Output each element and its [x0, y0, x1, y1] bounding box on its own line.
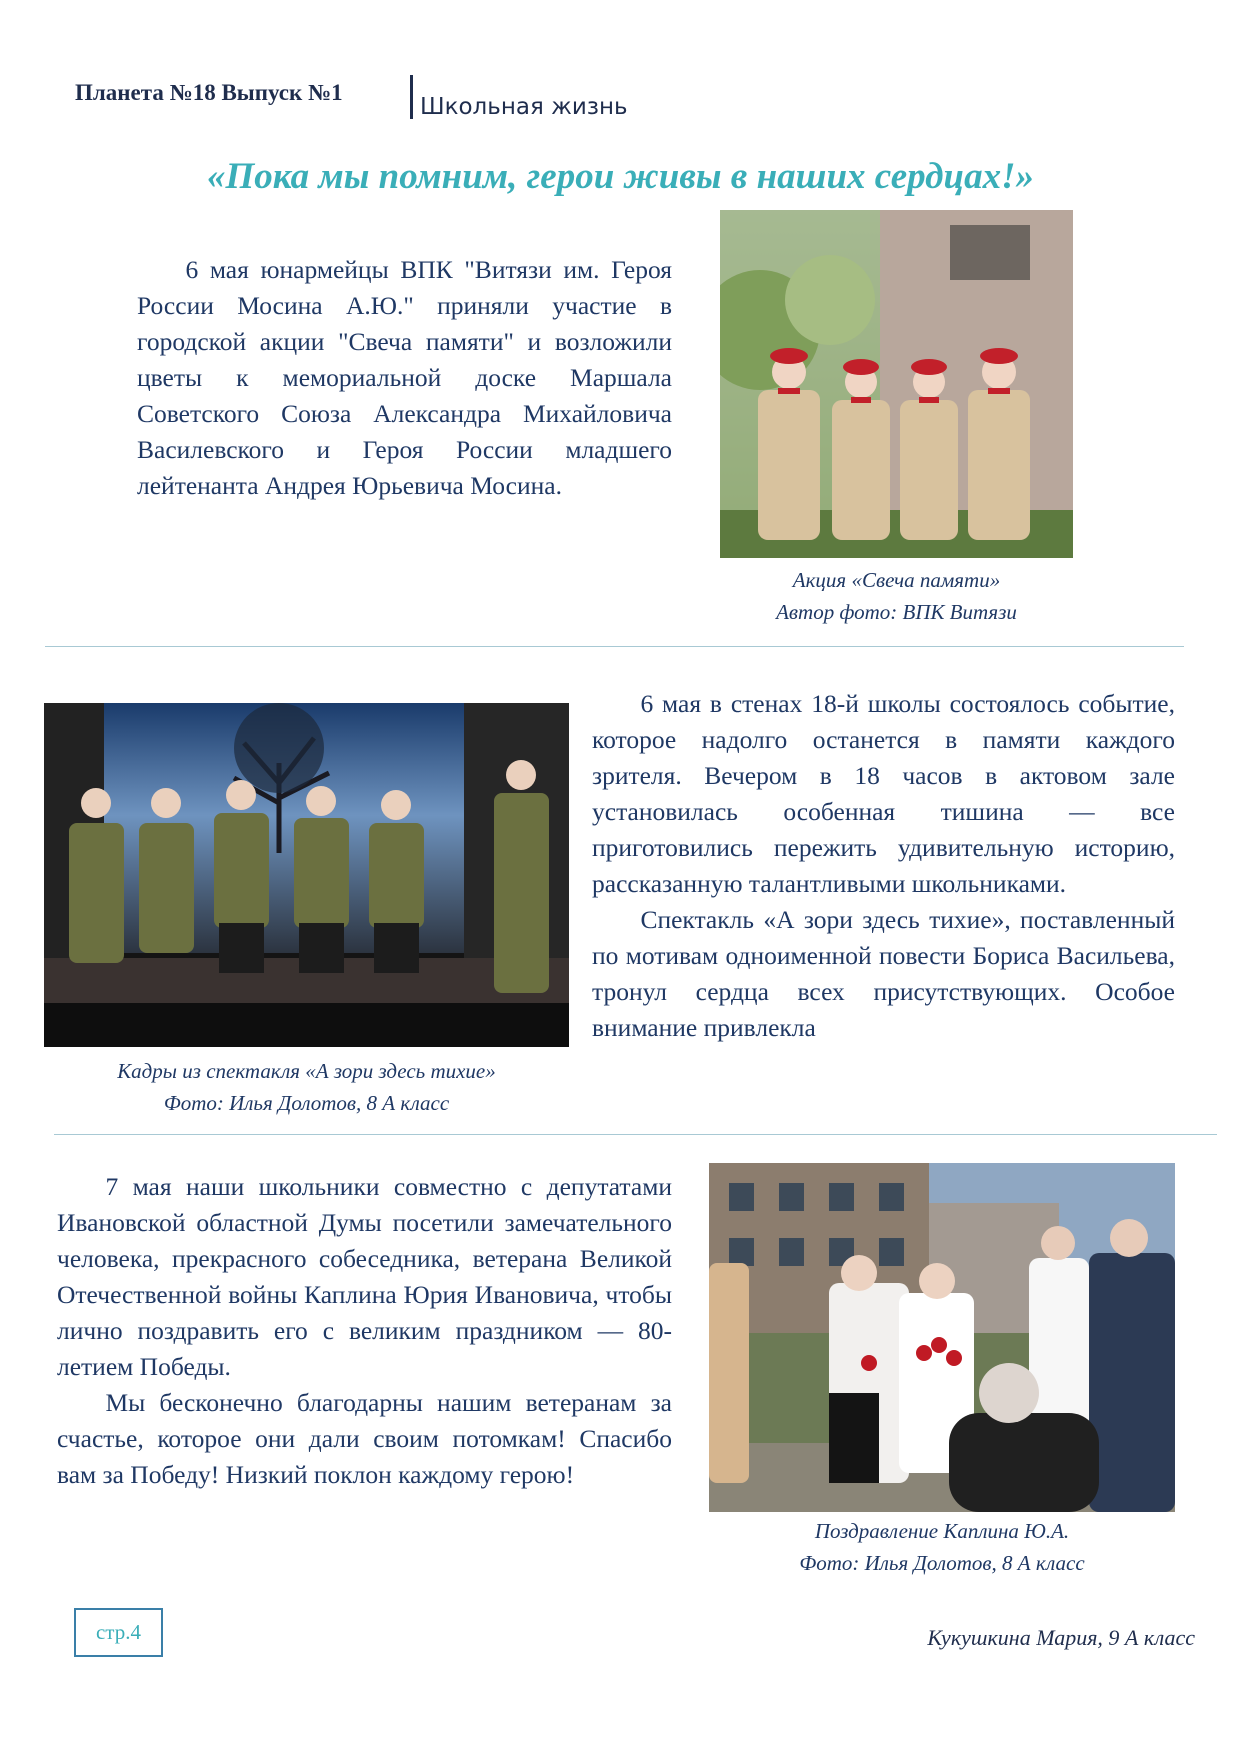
caption-title: Поздравление Каплина Ю.А.	[814, 1519, 1070, 1543]
caption-credit: Фото: Илья Долотов, 8 А класс	[163, 1091, 450, 1115]
page-number: стр.4	[74, 1608, 163, 1657]
section-divider	[54, 1134, 1217, 1135]
article-2-text	[592, 686, 1175, 1046]
author-credit: Кукушкина Мария, 9 А класс	[927, 1625, 1195, 1650]
article-2-paragraph-2: Спектакль «А зори здесь тихие», поставленный по мотивам одноименной повести Бориса Васильева, тронул сердца всех присутствующих. Особое внимание привлекла	[592, 905, 1175, 1042]
section-label: Школьная жизнь	[420, 94, 628, 120]
article-1-text	[137, 252, 672, 504]
article-1-paragraph: 6 мая юнармейцы ВПК "Витязи им. Героя России Мосина А.Ю." приняли участие в городской акции "Свеча памяти" и возложили цветы к мемориальной доске Маршала Советского Союза Александра Михайловича Василевского и Героя России младшего лейтенанта Андрея Юрьевича Мосина.	[137, 255, 672, 500]
photo-candle-of-memory	[720, 210, 1073, 558]
article-2-paragraph-1: 6 мая в стенах 18-й школы состоялось событие, которое надолго останется в памяти каждого зрителя. Вечером в 18 часов в актовом зале установилась особенная тишина — все приготовились пережить удивительную историю, рассказанную талантливыми школьниками.	[592, 689, 1175, 898]
photo-play-scene	[44, 703, 569, 1047]
photo-3-caption	[690, 1515, 1194, 1579]
article-3-paragraph-2: Мы бесконечно благодарны нашим ветеранам за счастье, которое они дали своим потомкам! Спасибо вам за Победу! Низкий поклон каждому герою!	[57, 1388, 672, 1489]
photo-veteran-greeting	[709, 1163, 1175, 1512]
article-3-text	[57, 1169, 672, 1493]
photo-1-caption	[700, 564, 1093, 628]
caption-credit: Автор фото: ВПК Витязи	[776, 600, 1017, 624]
caption-title: Акция «Свеча памяти»	[792, 568, 1001, 592]
issue-label: Планета №18 Выпуск №1	[75, 80, 343, 105]
page-title: «Пока мы помним, герои живы в наших сердцах!»	[207, 156, 1034, 197]
article-3-paragraph-1: 7 мая наши школьники совместно с депутатами Ивановской областной Думы посетили замечательного человека, прекрасного собеседника, ветерана Великой Отечественной войны Каплина Юрия Ивановича, чтобы лично поздравить его с великим праздником — 80-летием Победы.	[57, 1172, 672, 1381]
photo-2-caption	[40, 1055, 573, 1119]
caption-title: Кадры из спектакля «А зори здесь тихие»	[117, 1059, 496, 1083]
header-divider	[410, 75, 413, 119]
section-divider	[45, 646, 1184, 647]
caption-credit: Фото: Илья Долотов, 8 А класс	[799, 1551, 1085, 1575]
